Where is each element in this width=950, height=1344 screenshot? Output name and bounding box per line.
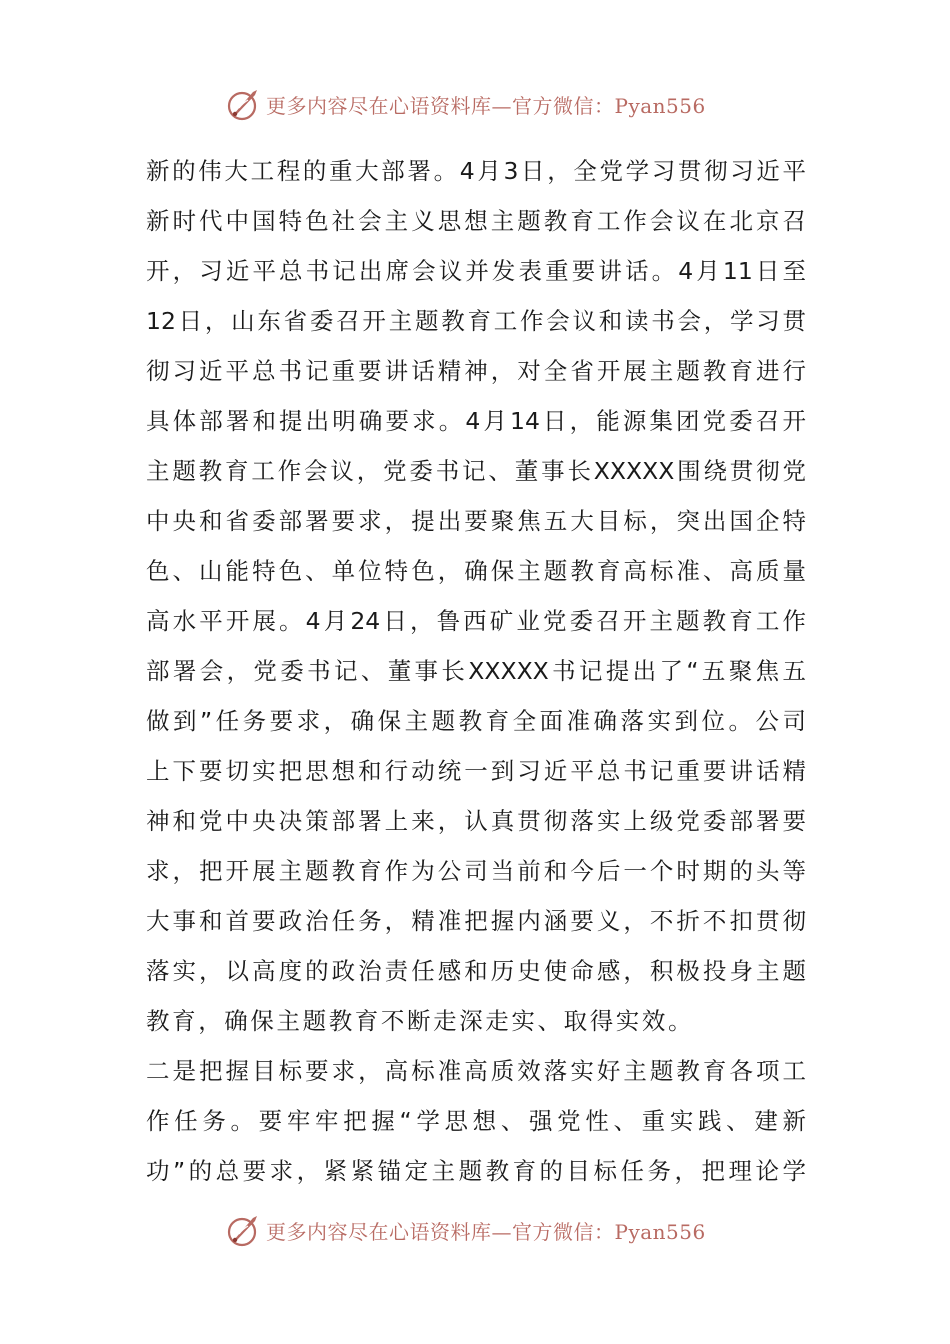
text-line: 求，把开展主题教育作为公司当前和今后一个时期的头等 <box>146 857 806 885</box>
text-line: 色、山能特色、单位特色，确保主题教育高标准、高质量 <box>146 557 806 585</box>
text-line: 落实，以高度的政治责任感和历史使命感，积极投身主题 <box>146 957 806 985</box>
document-body <box>146 146 806 1196</box>
text-line-paragraph-end: 教育，确保主题教育不断走深走实、取得实效。 <box>146 1007 695 1035</box>
quill-pen-logo-icon <box>226 1212 262 1248</box>
text-line: 开，习近平总书记出席会议并发表重要讲话。4月11日至 <box>146 257 806 285</box>
text-line: 部署会，党委书记、董事长XXXXX书记提出了“五聚焦五 <box>146 657 806 685</box>
text-line: 新时代中国特色社会主义思想主题教育工作会议在北京召 <box>146 207 806 235</box>
text-line: 具体部署和提出明确要求。4月14日，能源集团党委召开 <box>146 407 806 435</box>
text-line: 做到”任务要求，确保主题教育全面准确落实到位。公司 <box>146 707 806 735</box>
text-line: 上下要切实把思想和行动统一到习近平总书记重要讲话精 <box>146 757 806 785</box>
text-line: 神和党中央决策部署上来，认真贯彻落实上级党委部署要 <box>146 807 806 835</box>
text-line: 高水平开展。4月24日，鲁西矿业党委召开主题教育工作 <box>146 607 806 635</box>
text-line: 二是把握目标要求，高标准高质效落实好主题教育各项工 <box>146 1057 806 1085</box>
text-line: 大事和首要政治任务，精准把握内涵要义，不折不扣贯彻 <box>146 907 806 935</box>
quill-pen-logo-icon <box>226 86 262 122</box>
text-line: 新的伟大工程的重大部署。4月3日，全党学习贯彻习近平 <box>146 157 806 185</box>
text-line: 中央和省委部署要求，提出要聚焦五大目标，突出国企特 <box>146 507 806 535</box>
header-watermark <box>226 84 706 124</box>
watermark-text: 更多内容尽在心语资料库—官方微信：Pyan556 <box>266 93 706 118</box>
text-line: 作任务。要牢牢把握“学思想、强党性、重实践、建新 <box>146 1107 806 1135</box>
text-line: 彻习近平总书记重要讲话精神，对全省开展主题教育进行 <box>146 357 806 385</box>
text-line: 12日，山东省委召开主题教育工作会议和读书会，学习贯 <box>146 307 806 335</box>
text-line: 主题教育工作会议，党委书记、董事长XXXXX围绕贯彻党 <box>146 457 806 485</box>
text-line: 功”的总要求，紧紧锚定主题教育的目标任务，把理论学 <box>146 1157 806 1185</box>
watermark-text: 更多内容尽在心语资料库—官方微信：Pyan556 <box>266 1219 706 1244</box>
footer-watermark <box>226 1210 706 1250</box>
